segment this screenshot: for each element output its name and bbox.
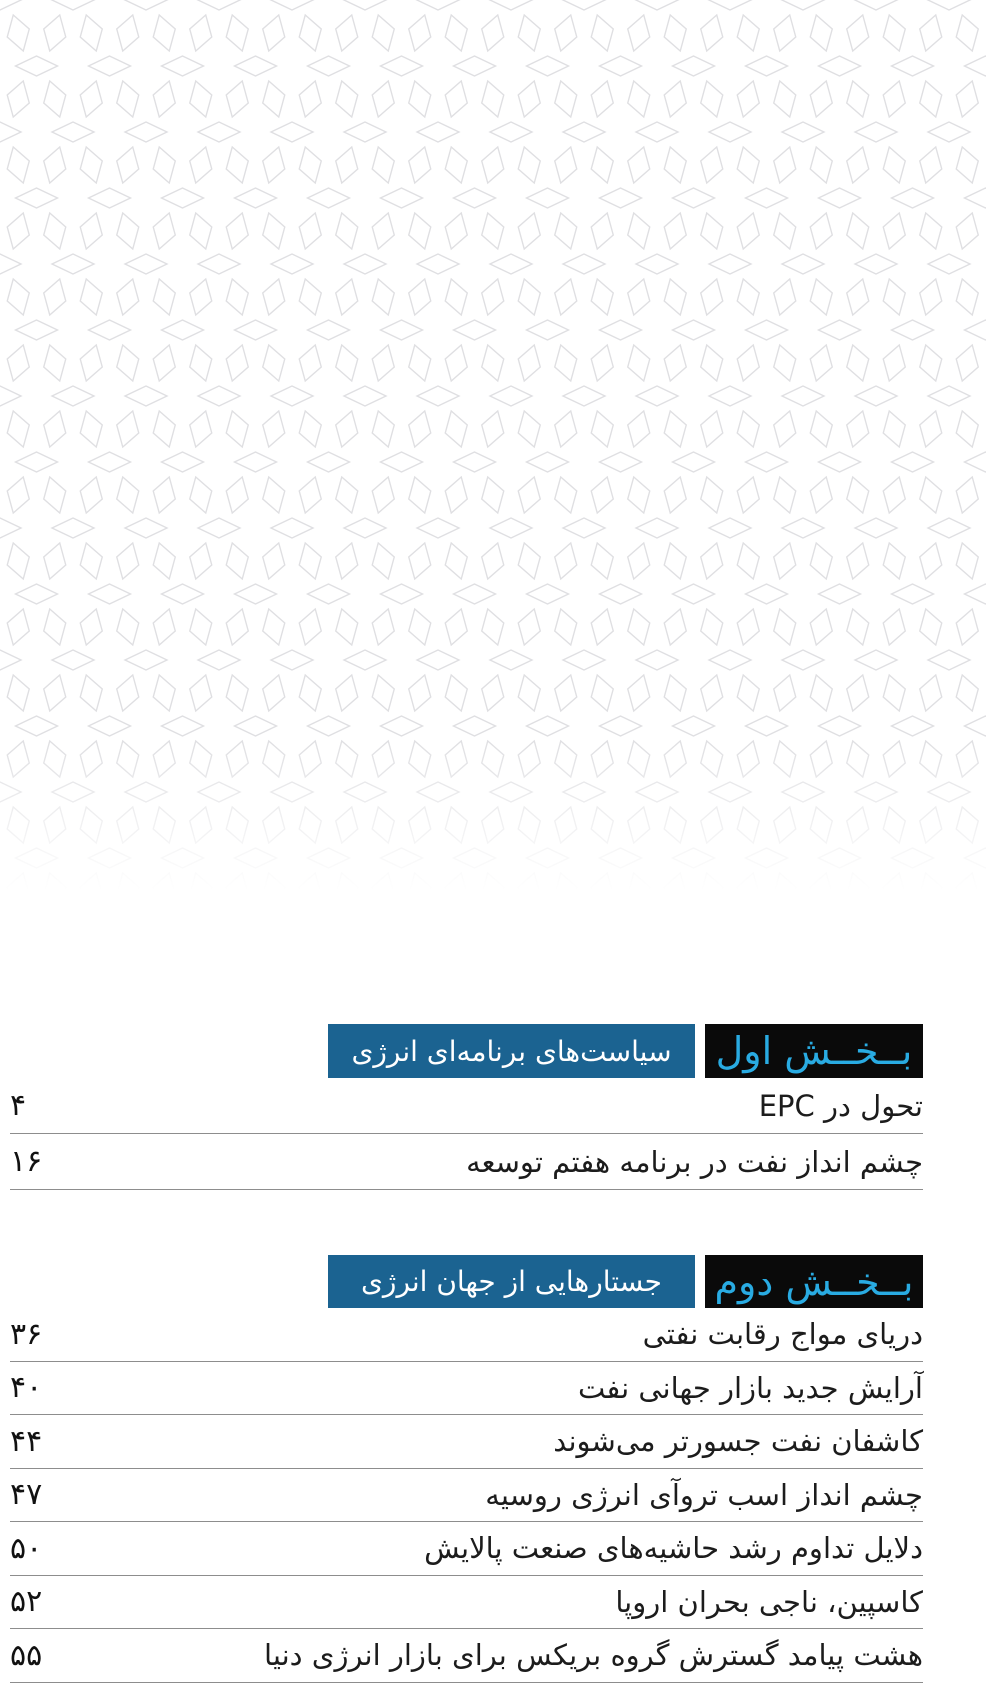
toc-entry-title: کاسپین، ناجی بحران اروپا — [615, 1584, 923, 1619]
toc-entry-title: تحول در EPC — [758, 1088, 923, 1123]
section-1-subtitle: سیاست‌های برنامه‌ای انرژی — [328, 1024, 695, 1078]
toc-row[interactable] — [10, 1362, 923, 1416]
toc-entry-page-number: ۱۶ — [10, 1144, 43, 1179]
toc-row[interactable] — [10, 1576, 923, 1630]
toc-entry-page-number: ۳۶ — [10, 1316, 43, 1352]
toc-entry-page-number: ۵۰ — [10, 1530, 43, 1566]
toc-entry-title: کاشفان نفت جسورتر می‌شوند — [553, 1424, 923, 1459]
toc-entry-title: چشم انداز نفت در برنامه هفتم توسعه — [466, 1144, 923, 1179]
section-2-badge: بــخــش دوم — [705, 1255, 923, 1308]
toc-entry-title: هشت پیامد گسترش گروه بریکس برای بازار انرژی دنیا — [264, 1638, 923, 1673]
toc-entry-page-number: ۴ — [10, 1088, 27, 1123]
toc-row[interactable] — [10, 1134, 923, 1190]
toc-entry-page-number: ۵۵ — [10, 1637, 43, 1673]
toc-entry-page-number: ۴۴ — [10, 1423, 43, 1459]
toc-row[interactable] — [10, 1415, 923, 1469]
toc-row[interactable] — [10, 1078, 923, 1134]
toc-entry-title: آرایش جدید بازار جهانی نفت — [577, 1370, 923, 1405]
toc-row[interactable] — [10, 1629, 923, 1683]
section-1-rows — [10, 1078, 923, 1190]
section-2-header — [0, 1255, 986, 1308]
toc-entry-page-number: ۴۷ — [10, 1477, 43, 1513]
toc-entry-title: دریای مواج رقابت نفتی — [642, 1317, 923, 1352]
toc-entry-page-number: ۴۰ — [10, 1370, 43, 1406]
section-1-header — [0, 1024, 986, 1078]
section-2-subtitle: جستارهایی از جهان انرژی — [328, 1255, 695, 1308]
section-2-rows — [10, 1308, 923, 1683]
toc-row[interactable] — [10, 1308, 923, 1362]
section-1-badge: بــخــش اول — [705, 1024, 923, 1078]
toc-entry-title: چشم انداز اسب تروآی انرژی روسیه — [485, 1477, 923, 1512]
toc-row[interactable] — [10, 1522, 923, 1576]
toc-entry-page-number: ۵۲ — [10, 1584, 43, 1620]
toc-row[interactable] — [10, 1469, 923, 1523]
toc-entry-title: دلایل تداوم رشد حاشیه‌های صنعت پالایش — [424, 1531, 923, 1566]
